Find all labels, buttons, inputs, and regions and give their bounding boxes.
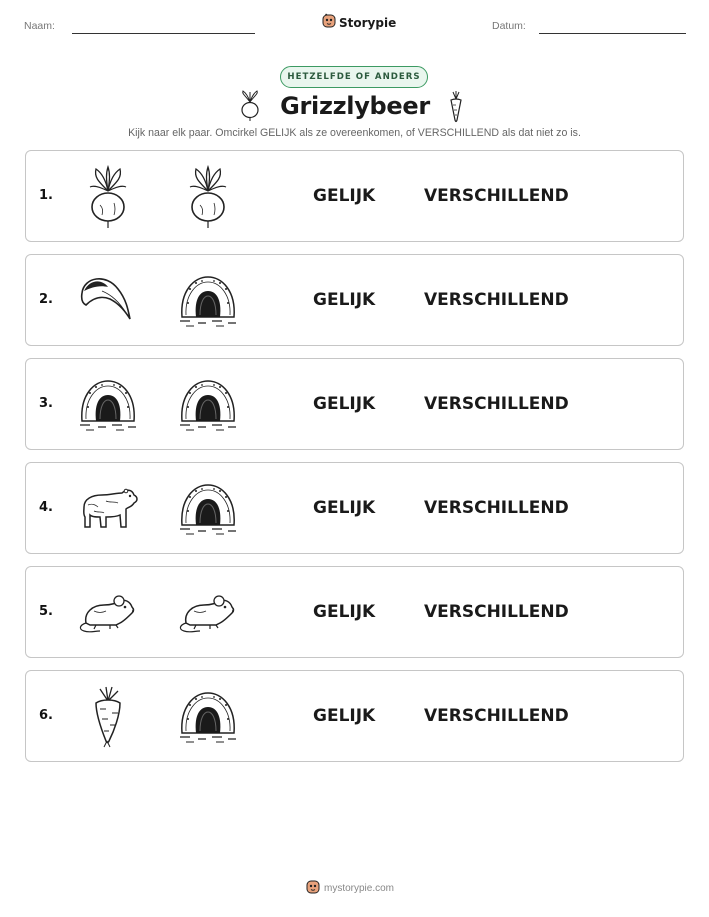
brand-name: Storypie — [339, 15, 397, 30]
den-icon — [76, 373, 140, 437]
storypie-mascot-icon — [322, 13, 336, 32]
instructions: Kijk naar elk paar. Omcirkel GELIJK als ze overeenkomen, of VERSCHILLEND als dat niet zo is. — [128, 127, 581, 139]
date-label: Datum: — [492, 20, 526, 32]
mouse-icon — [176, 581, 240, 645]
footer — [306, 879, 394, 898]
mouse-icon — [76, 581, 140, 645]
storypie-mascot-icon — [306, 879, 320, 898]
page-title: Grizzlybeer — [280, 92, 430, 120]
question-number: 6. — [39, 708, 53, 723]
name-label: Naam: — [24, 20, 55, 32]
option-same[interactable]: GELIJK — [313, 394, 376, 414]
den-icon — [176, 685, 240, 749]
bear-icon — [76, 477, 140, 541]
option-different[interactable]: VERSCHILLEND — [424, 706, 569, 726]
den-icon — [176, 477, 240, 541]
option-same[interactable]: GELIJK — [313, 186, 376, 206]
brand-logo — [322, 13, 396, 32]
question-number: 3. — [39, 396, 53, 411]
question-number: 4. — [39, 500, 53, 515]
question-row — [25, 150, 684, 242]
date-field-line[interactable] — [539, 33, 686, 34]
option-same[interactable]: GELIJK — [313, 290, 376, 310]
worksheet-type-badge: HETZELFDE OF ANDERS — [280, 66, 428, 88]
question-number: 1. — [39, 188, 53, 203]
question-number: 5. — [39, 604, 53, 619]
claw-icon — [76, 269, 140, 333]
question-row — [25, 670, 684, 762]
question-row — [25, 254, 684, 346]
option-same[interactable]: GELIJK — [313, 602, 376, 622]
carrot-icon — [444, 90, 468, 128]
option-same[interactable]: GELIJK — [313, 706, 376, 726]
option-different[interactable]: VERSCHILLEND — [424, 186, 569, 206]
den-icon — [176, 269, 240, 333]
beet-icon — [176, 165, 240, 229]
option-different[interactable]: VERSCHILLEND — [424, 498, 569, 518]
option-different[interactable]: VERSCHILLEND — [424, 394, 569, 414]
option-same[interactable]: GELIJK — [313, 498, 376, 518]
carrot-icon — [76, 685, 140, 749]
question-number: 2. — [39, 292, 53, 307]
question-row — [25, 462, 684, 554]
den-icon — [176, 373, 240, 437]
footer-url[interactable]: mystorypie.com — [324, 883, 395, 894]
question-row — [25, 566, 684, 658]
option-different[interactable]: VERSCHILLEND — [424, 602, 569, 622]
beet-icon — [76, 165, 140, 229]
name-field-line[interactable] — [72, 33, 255, 34]
option-different[interactable]: VERSCHILLEND — [424, 290, 569, 310]
question-row — [25, 358, 684, 450]
